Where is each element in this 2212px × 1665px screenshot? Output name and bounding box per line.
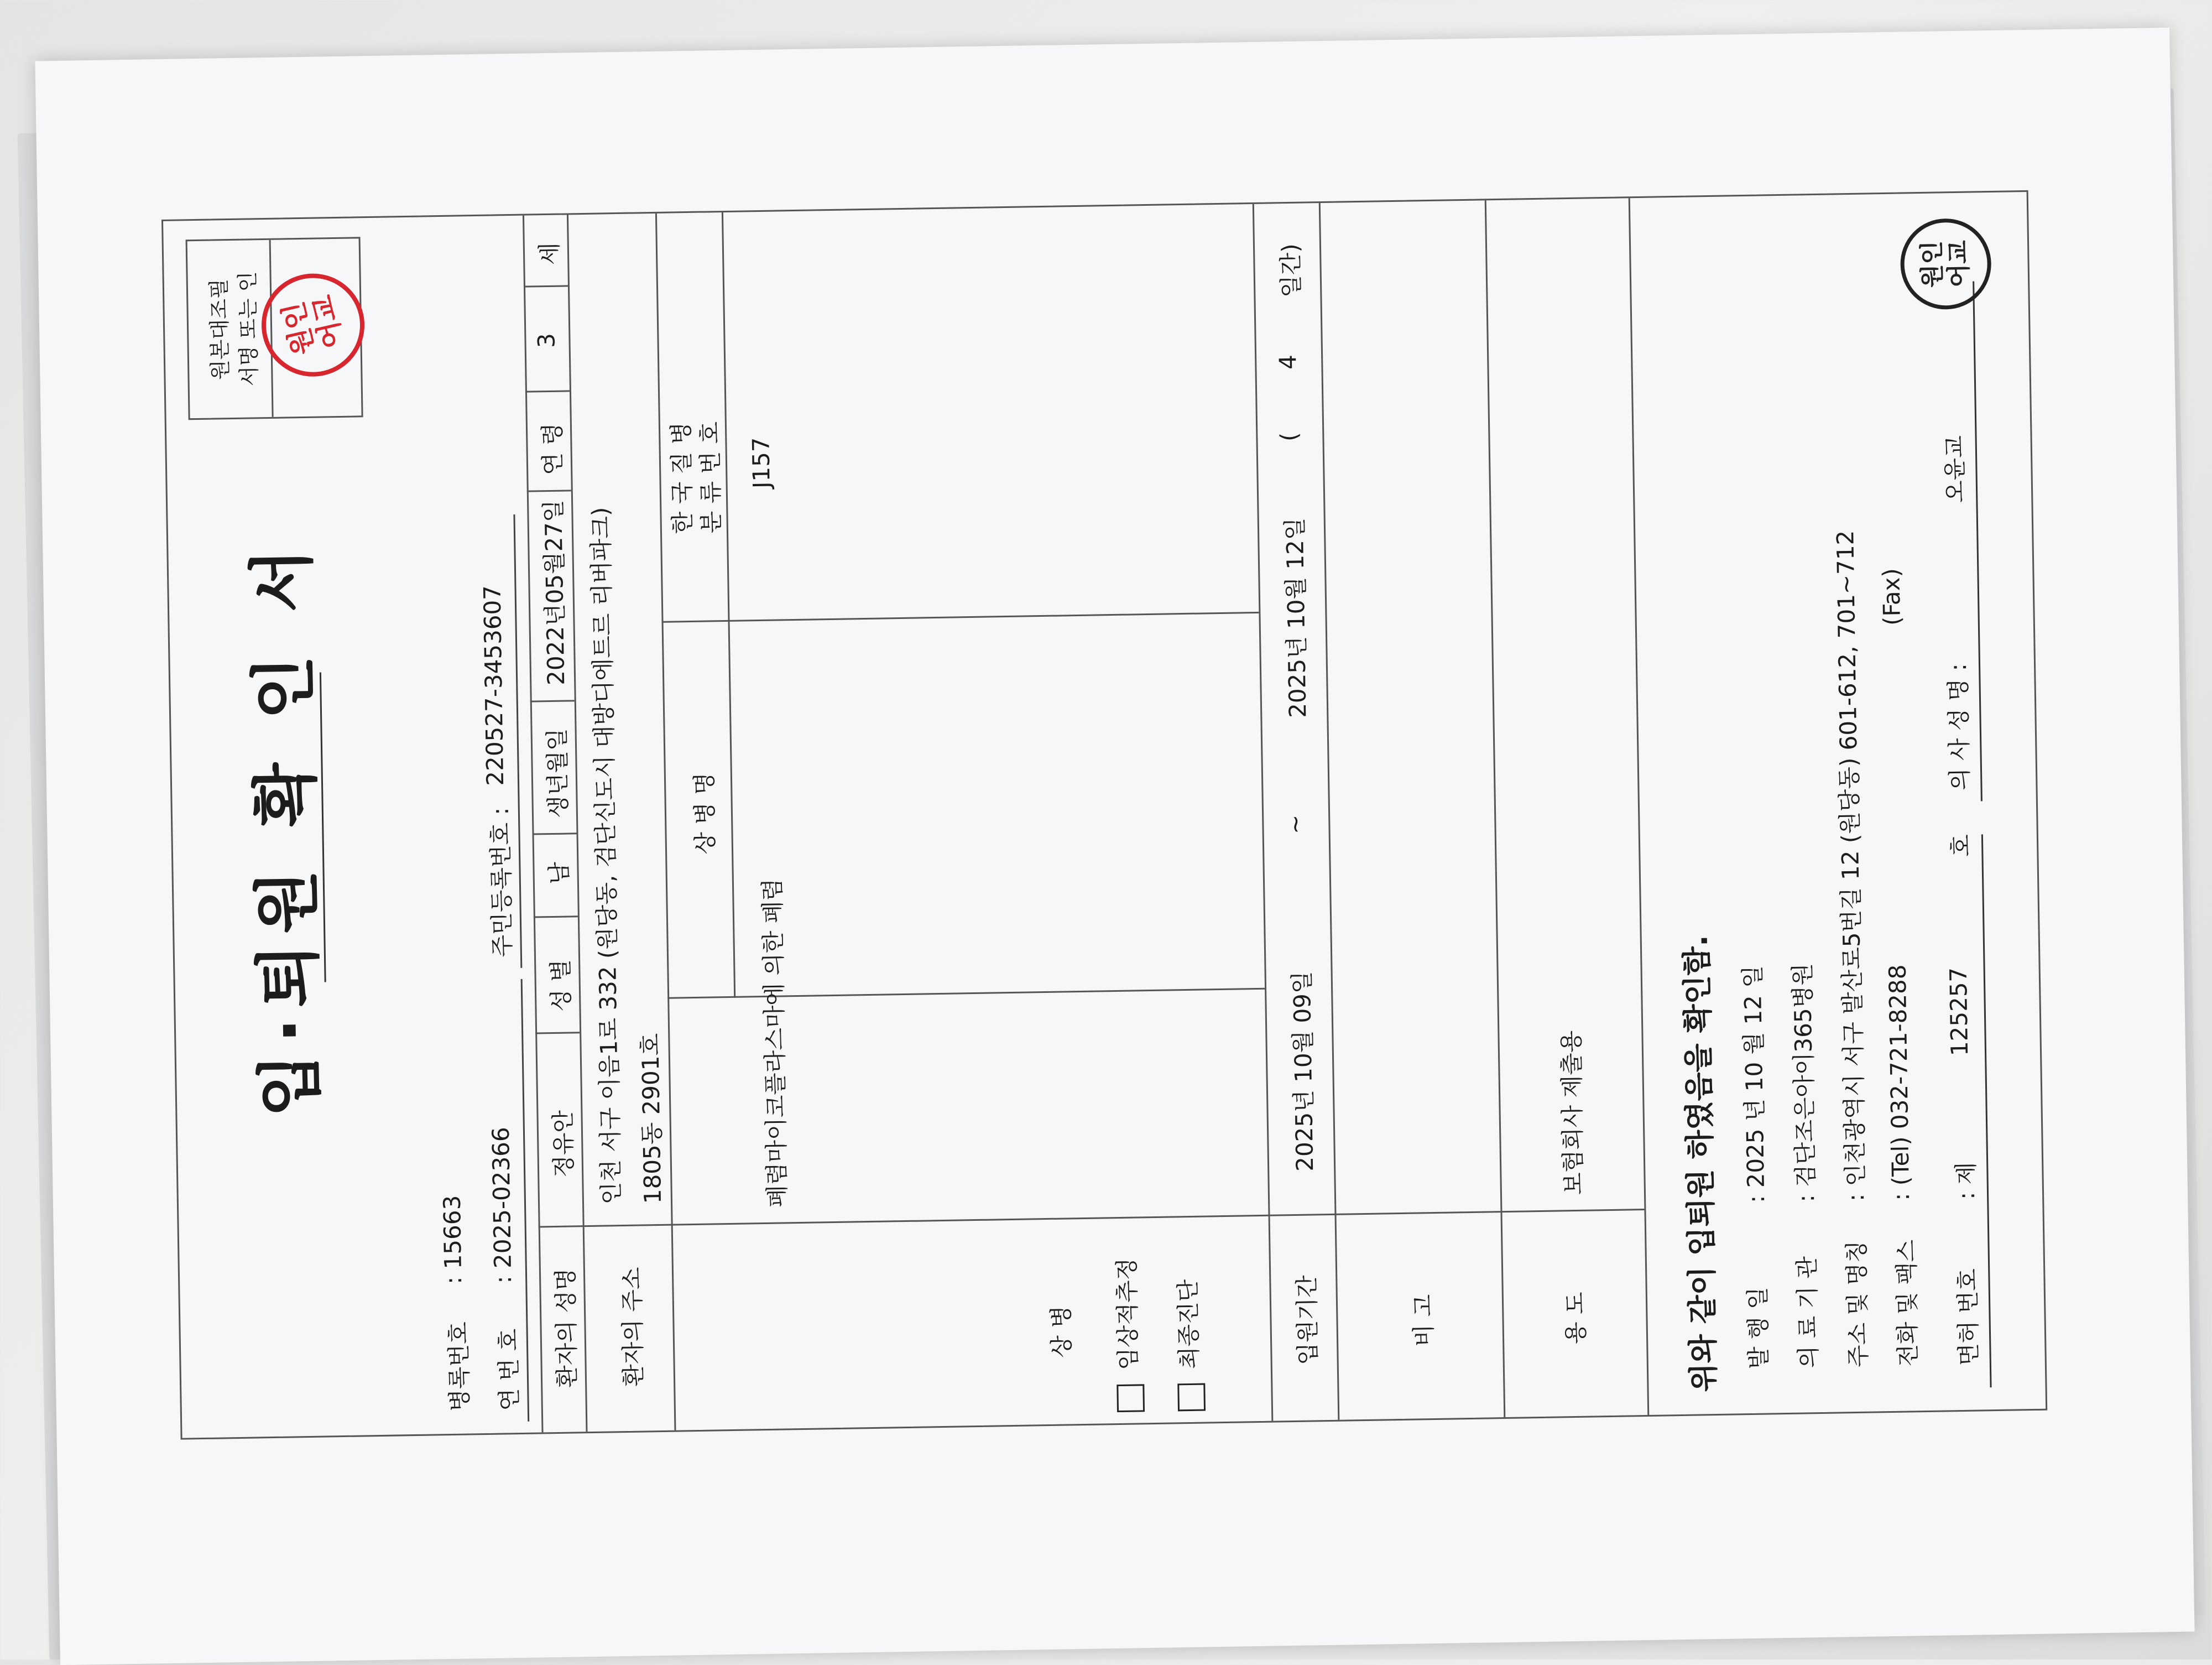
age-value: 3 xyxy=(533,332,560,348)
birthdate-value: 2022년05월27일 xyxy=(540,499,570,686)
disease-code-value: J157 xyxy=(747,437,775,489)
fax-label: (Fax) xyxy=(1877,568,1906,626)
doctor-signature-underline xyxy=(1973,281,1983,801)
address-line-2: 1805동 2901호 xyxy=(637,1033,667,1204)
final-diagnosis-label: 최종진단 xyxy=(1174,1279,1203,1370)
stamp-box-sublabel: 서명 또는 인 xyxy=(235,271,262,387)
chart-number-label: 병록번호 xyxy=(445,1321,473,1412)
address-label: 환자의 주소 xyxy=(618,1267,648,1387)
table-line xyxy=(655,214,676,1430)
admission-start-date: 2025년 10월 09일 xyxy=(1288,971,1319,1172)
license-number-value: 125257 xyxy=(1944,967,1974,1057)
table-line xyxy=(527,490,571,492)
resident-id-label: 주민등록번호 : xyxy=(486,807,517,958)
admission-end-date: 2025년 10월 12일 xyxy=(1281,517,1312,719)
table-line xyxy=(535,1032,580,1034)
admission-period-label: 입원기간 xyxy=(1293,1274,1322,1366)
institution-label: 의 료 기 관 xyxy=(1793,1256,1822,1369)
table-line xyxy=(524,285,568,287)
remarks-label: 비 고 xyxy=(1409,1294,1438,1347)
table-line xyxy=(539,1209,1645,1227)
table-line xyxy=(525,390,570,392)
clinical-estimate-label: 임상적추정 xyxy=(1113,1257,1142,1371)
purpose-value: 보험회사 제출용 xyxy=(1557,1030,1587,1195)
table-line xyxy=(722,212,735,998)
table-line xyxy=(567,215,588,1432)
doctor-seal-text-bottom: 어교 xyxy=(1944,240,1974,288)
disease-name-value: 폐렴마이코플라스마에 의한 폐렴 xyxy=(758,878,791,1208)
document-title: 입·퇴원 확 인 서 xyxy=(244,538,330,1118)
certificate-body xyxy=(163,192,2046,1438)
clinical-estimate-option[interactable] xyxy=(1109,1257,1145,1412)
confirmation-statement: 위와 같이 입퇴원 하였음을 확인함. xyxy=(1679,934,1721,1392)
period-separator: ~ xyxy=(1281,814,1309,835)
purpose-label: 용 도 xyxy=(1561,1292,1590,1345)
license-number-label: 면허 번호 xyxy=(1954,1268,1983,1366)
disease-code-label-line-2: 분 류 번 호 xyxy=(696,421,726,534)
license-prefix: : 제 xyxy=(1952,1162,1980,1200)
doctor-name-value: 오윤교 xyxy=(1940,435,1969,503)
table-line xyxy=(662,612,1259,623)
patient-name-value: 정유안 xyxy=(549,1110,578,1178)
age-unit: 세 xyxy=(535,242,564,266)
period-days-value: 4 xyxy=(1274,354,1302,370)
institution-address-value: : 인천광역시 서구 발산로5번길 12 (원당동) 601-612, 701~712 xyxy=(1832,530,1870,1202)
table-line xyxy=(534,915,578,918)
table-line xyxy=(1485,200,1506,1417)
disease-code-label-line-1: 한 국 질 병 xyxy=(667,422,697,534)
doctor-seal-stamp xyxy=(1900,218,1992,310)
stamp-box-label: 원본대조필 xyxy=(206,278,233,381)
doctor-name-label: 의 사 성 명 : xyxy=(1944,663,1974,791)
clinical-estimate-checkbox[interactable] xyxy=(1117,1384,1145,1412)
institution-address-label: 주소 및 명칭 xyxy=(1843,1240,1872,1368)
address-line-1: 인천 서구 이음1로 332 (원당동, 검단신도시 대방디에트르 리버파크) xyxy=(587,507,625,1205)
birthdate-label: 생년월일 xyxy=(543,728,572,819)
serial-number-label: 연 번 호 xyxy=(494,1328,523,1411)
resident-id-value: 220527-3453607 xyxy=(478,585,509,786)
table-line xyxy=(1319,203,1340,1420)
age-label: 연 령 xyxy=(538,423,567,476)
disease-code-label xyxy=(667,422,726,534)
paper-sheet xyxy=(35,28,2194,1665)
table-line xyxy=(1253,204,1274,1421)
sex-value: 남 xyxy=(545,861,573,885)
disease-section-label: 상 병 xyxy=(1047,1305,1076,1359)
issue-date-value: : 2025 년 10 월 12 일 xyxy=(1739,965,1770,1204)
license-suffix: 호 xyxy=(1947,834,1975,857)
disease-name-label: 상 병 명 xyxy=(690,772,719,855)
phone-value: : (Tel) 032-721-8288 xyxy=(1884,964,1915,1201)
final-diagnosis-checkbox[interactable] xyxy=(1177,1383,1206,1412)
table-line xyxy=(533,832,577,835)
period-days-unit: 일간) xyxy=(1276,243,1305,298)
phone-fax-label: 전화 및 팩스 xyxy=(1892,1239,1922,1367)
serial-number-value: : 2025-02366 xyxy=(487,1126,517,1284)
table-line xyxy=(530,700,575,702)
certificate-frame xyxy=(161,190,2047,1440)
institution-value: : 검단조은아이365병원 xyxy=(1788,962,1820,1203)
patient-name-label: 환자의 성명 xyxy=(551,1268,581,1388)
final-diagnosis-option[interactable] xyxy=(1170,1279,1205,1411)
issue-date-label: 발 행 일 xyxy=(1744,1287,1772,1370)
seal-text-top: 원인 xyxy=(276,299,320,358)
period-days-open: ( xyxy=(1275,432,1303,442)
seal-text-bottom: 어교 xyxy=(306,292,349,352)
doctor-seal-text-top: 원인 xyxy=(1917,240,1947,288)
chart-number-value: : 15663 xyxy=(438,1195,467,1285)
table-line xyxy=(1629,198,1650,1415)
sex-label: 성 별 xyxy=(547,959,575,1012)
